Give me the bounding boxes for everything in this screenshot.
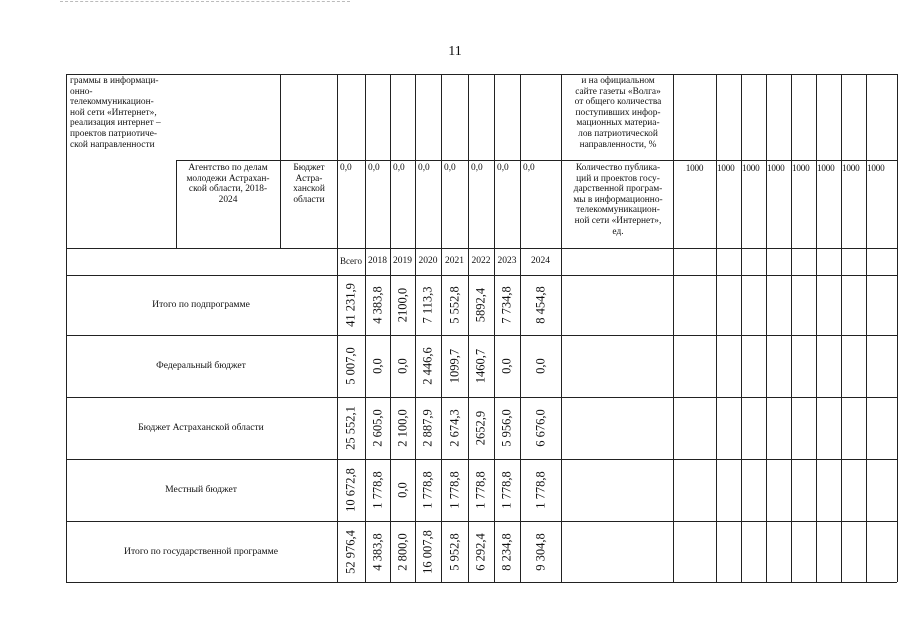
summary-row-value: 1099,7 bbox=[447, 348, 461, 384]
table-rule bbox=[66, 582, 897, 583]
table-rule bbox=[337, 74, 338, 582]
table-rule bbox=[494, 74, 495, 582]
table-rule bbox=[766, 74, 767, 582]
summary-row-value: 5892,4 bbox=[473, 287, 488, 323]
year-value-zero: 0,0 bbox=[418, 163, 430, 173]
table-rule bbox=[841, 74, 842, 582]
summary-row-label: Итого по подпрограмме bbox=[152, 299, 250, 310]
indicator-target-value: 1000 bbox=[717, 163, 735, 173]
summary-row-value: 8 454,8 bbox=[533, 286, 547, 324]
indicator-target-value: 1000 bbox=[767, 163, 785, 173]
summary-row-value: 52 976,4 bbox=[343, 529, 358, 574]
year-value-zero: 0,0 bbox=[393, 163, 405, 173]
subprogram-measure-text: граммы в информаци- онно- телекоммуникацион- ной сети «Интернет», реализация интернет – проектов патриотиче- ской направленности bbox=[70, 76, 161, 150]
summary-row-value: 1 778,8 bbox=[533, 471, 547, 509]
table-rule bbox=[280, 74, 281, 248]
summary-row-value: 6 292,4 bbox=[473, 532, 488, 571]
table-rule bbox=[561, 74, 562, 582]
table-rule bbox=[866, 74, 867, 582]
table-rule bbox=[365, 74, 366, 582]
table-rule bbox=[66, 335, 897, 336]
year-header: 2019 bbox=[393, 256, 412, 266]
table-rule bbox=[741, 74, 742, 582]
indicator-target-value: 1000 bbox=[685, 163, 704, 173]
summary-row-value: 2100,0 bbox=[395, 287, 409, 323]
year-header: 2021 bbox=[445, 256, 464, 266]
indicator-target-value: 1000 bbox=[817, 163, 835, 173]
summary-row-value: 5 952,8 bbox=[447, 532, 461, 571]
summary-row-value: 1460,7 bbox=[473, 348, 488, 384]
summary-row-value: 2 605,0 bbox=[370, 409, 384, 447]
table-rule bbox=[897, 74, 898, 582]
table-rule bbox=[66, 459, 897, 460]
year-value-zero: 0,0 bbox=[471, 163, 483, 173]
table-rule bbox=[716, 74, 717, 582]
summary-row-label: Федеральный бюджет bbox=[156, 360, 246, 371]
summary-row-value: 6 676,0 bbox=[533, 409, 547, 447]
summary-row-value: 16 007,8 bbox=[420, 529, 435, 574]
table-rule bbox=[390, 74, 391, 582]
year-header: 2023 bbox=[497, 256, 517, 266]
year-header: Всего bbox=[339, 256, 363, 266]
summary-row-value: 1 778,8 bbox=[420, 471, 435, 509]
year-value-zero: 0,0 bbox=[340, 163, 352, 173]
funding-source-text: Бюджет Астра- ханской области bbox=[293, 163, 325, 205]
table-rule bbox=[66, 275, 897, 276]
table-top-border bbox=[66, 74, 897, 75]
page-number: 11 bbox=[448, 44, 462, 59]
table-rule bbox=[176, 160, 177, 248]
summary-row-label: Бюджет Астраханской области bbox=[138, 422, 264, 433]
summary-row-value: 1 778,8 bbox=[499, 471, 514, 509]
summary-row-value: 25 552,1 bbox=[343, 406, 358, 450]
summary-row-value: 5 007,0 bbox=[343, 347, 358, 385]
summary-row-value: 2 100,0 bbox=[395, 409, 409, 447]
executor-text: Агентство по делам молодежи Астрахан- ской области, 2018- 2024 bbox=[186, 163, 270, 205]
summary-row-value: 4 383,8 bbox=[370, 532, 384, 571]
summary-row-value: 0,0 bbox=[395, 482, 409, 498]
summary-row-value: 7 734,8 bbox=[499, 286, 514, 324]
summary-row-value: 0,0 bbox=[533, 358, 547, 374]
table-rule bbox=[816, 74, 817, 582]
indicator-target-value: 1000 bbox=[842, 163, 860, 173]
summary-row-value: 2 887,9 bbox=[420, 409, 435, 447]
summary-row-value: 5 552,8 bbox=[447, 286, 461, 324]
table-rule bbox=[520, 74, 521, 582]
table-rule bbox=[66, 521, 897, 522]
summary-row-value: 0,0 bbox=[370, 358, 384, 374]
table-rule bbox=[66, 397, 897, 398]
summary-row-value: 0,0 bbox=[499, 358, 514, 374]
indicator-publications-text: Количество публика- ций и проектов госу- дарственной програм- мы в информационно- телекоммуникацион- ной сети «Интернет», ед. bbox=[573, 163, 663, 237]
year-value-zero: 0,0 bbox=[497, 163, 509, 173]
summary-row-value: 1 778,8 bbox=[370, 471, 384, 509]
year-header: 2022 bbox=[471, 256, 491, 266]
summary-row-value: 5 956,0 bbox=[499, 409, 514, 447]
top-scan-line bbox=[60, 1, 350, 2]
summary-row-value: 8 234,8 bbox=[499, 532, 514, 571]
summary-row-label: Итого по государственной программе bbox=[124, 545, 278, 557]
indicator-target-value: 1000 bbox=[867, 163, 885, 173]
summary-row-label: Местный бюджет bbox=[165, 484, 237, 495]
indicator-target-value: 1000 bbox=[742, 163, 760, 173]
table-rule bbox=[791, 74, 792, 582]
indicator-share-text: и на официальном сайте газеты «Волга» от общего количества поступивших инфор- мационных материа- лов патриотической направленности, % bbox=[574, 76, 662, 150]
year-header: 2018 bbox=[368, 256, 387, 266]
summary-row-value: 2 800,0 bbox=[395, 532, 409, 571]
table-rule bbox=[441, 74, 442, 582]
indicator-target-value: 1000 bbox=[792, 163, 810, 173]
year-header: 2024 bbox=[531, 256, 550, 266]
table-left-border bbox=[66, 74, 67, 582]
year-value-zero: 0,0 bbox=[523, 163, 535, 173]
summary-row-value: 1 778,8 bbox=[447, 471, 461, 509]
summary-row-value: 41 231,9 bbox=[343, 283, 358, 327]
summary-row-value: 4 383,8 bbox=[370, 286, 384, 324]
summary-row-value: 2652,9 bbox=[473, 410, 488, 446]
summary-row-value: 2 674,3 bbox=[447, 409, 461, 447]
table-rule bbox=[468, 74, 469, 582]
year-value-zero: 0,0 bbox=[368, 163, 380, 173]
summary-row-value: 2 446,6 bbox=[420, 347, 435, 385]
year-header: 2020 bbox=[418, 256, 438, 266]
table-rule bbox=[673, 74, 674, 582]
summary-row-value: 7 113,3 bbox=[420, 286, 435, 324]
summary-row-value: 10 672,8 bbox=[343, 468, 358, 512]
summary-row-value: 1 778,8 bbox=[473, 471, 488, 509]
year-value-zero: 0,0 bbox=[444, 163, 456, 173]
summary-row-value: 0,0 bbox=[395, 358, 409, 374]
table-rule bbox=[66, 248, 897, 249]
summary-row-value: 9 304,8 bbox=[533, 532, 547, 571]
table-rule bbox=[415, 74, 416, 582]
table-rule bbox=[176, 160, 897, 161]
